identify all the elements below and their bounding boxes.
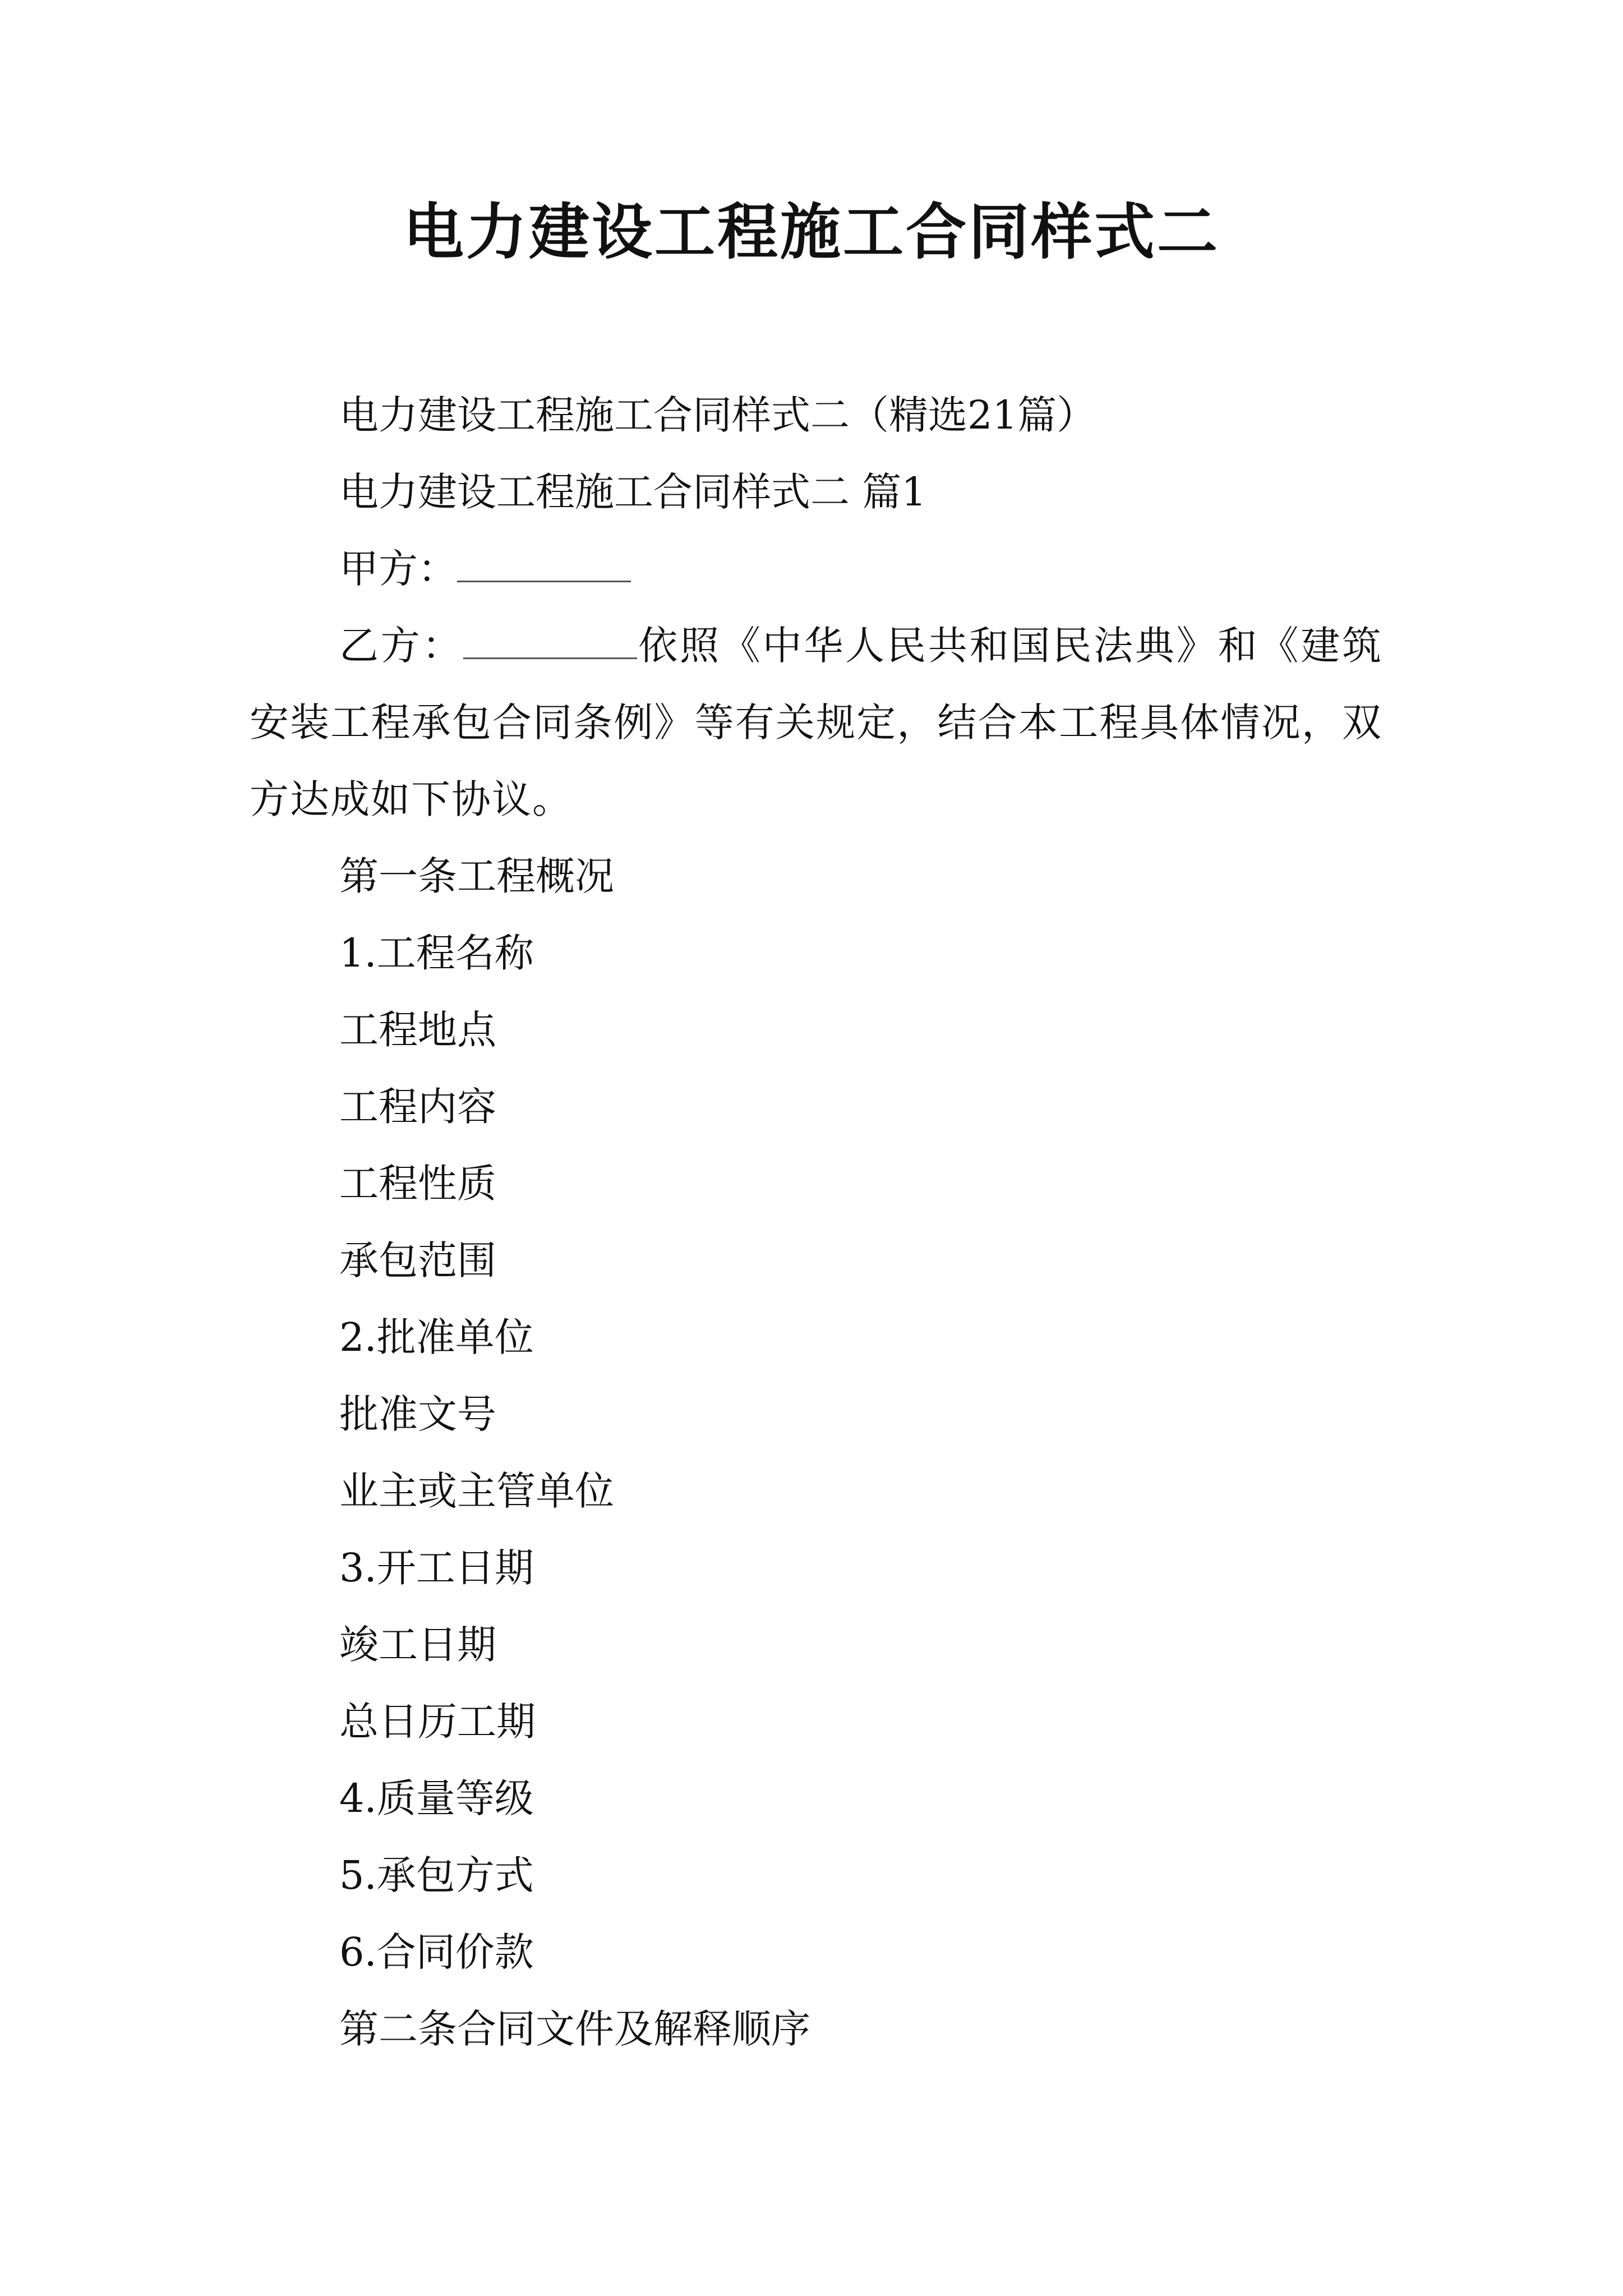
list-item: 工程性质: [339, 1161, 496, 1207]
party-a-blank: [457, 539, 631, 582]
list-item: 第一条工程概况: [339, 853, 614, 899]
list-item: 6.合同价款: [339, 1929, 534, 1975]
section-heading: 电力建设工程施工合同样式二 篇1: [339, 469, 926, 515]
list-item: 第二条合同文件及解释顺序: [339, 2006, 810, 2052]
document-title: 电力建设工程施工合同样式二: [403, 197, 1220, 268]
list-item: 2.批准单位: [339, 1314, 534, 1360]
list-item: 批准文号: [339, 1391, 496, 1437]
list-item: 总日历工期: [339, 1699, 536, 1745]
party-b-text: 依照《中华人民共和国民法典》和《建筑安装工程承包合同条例》等有关规定，结合本工程具体情况，双方达成如下协议。: [250, 623, 1383, 822]
party-a-line: [250, 531, 1382, 608]
party-a-label: 甲方：: [339, 546, 457, 592]
list-item: 承包范围: [339, 1237, 496, 1283]
list-item: 工程地点: [339, 1007, 496, 1053]
list-item: 竣工日期: [339, 1622, 496, 1668]
party-b-paragraph: [250, 608, 1382, 838]
list-item: 5.承包方式: [339, 1852, 534, 1898]
list-item: 4.质量等级: [339, 1775, 534, 1821]
list-item: 3.开工日期: [339, 1545, 534, 1591]
party-b-blank: [463, 616, 637, 659]
party-b-label: 乙方：: [339, 623, 464, 669]
document-body: [250, 377, 1382, 2068]
document-subtitle: 电力建设工程施工合同样式二（精选21篇）: [339, 392, 1096, 438]
list-item: 业主或主管单位: [339, 1468, 614, 1514]
list-item: 1.工程名称: [339, 930, 534, 976]
list-item: 工程内容: [339, 1084, 496, 1130]
